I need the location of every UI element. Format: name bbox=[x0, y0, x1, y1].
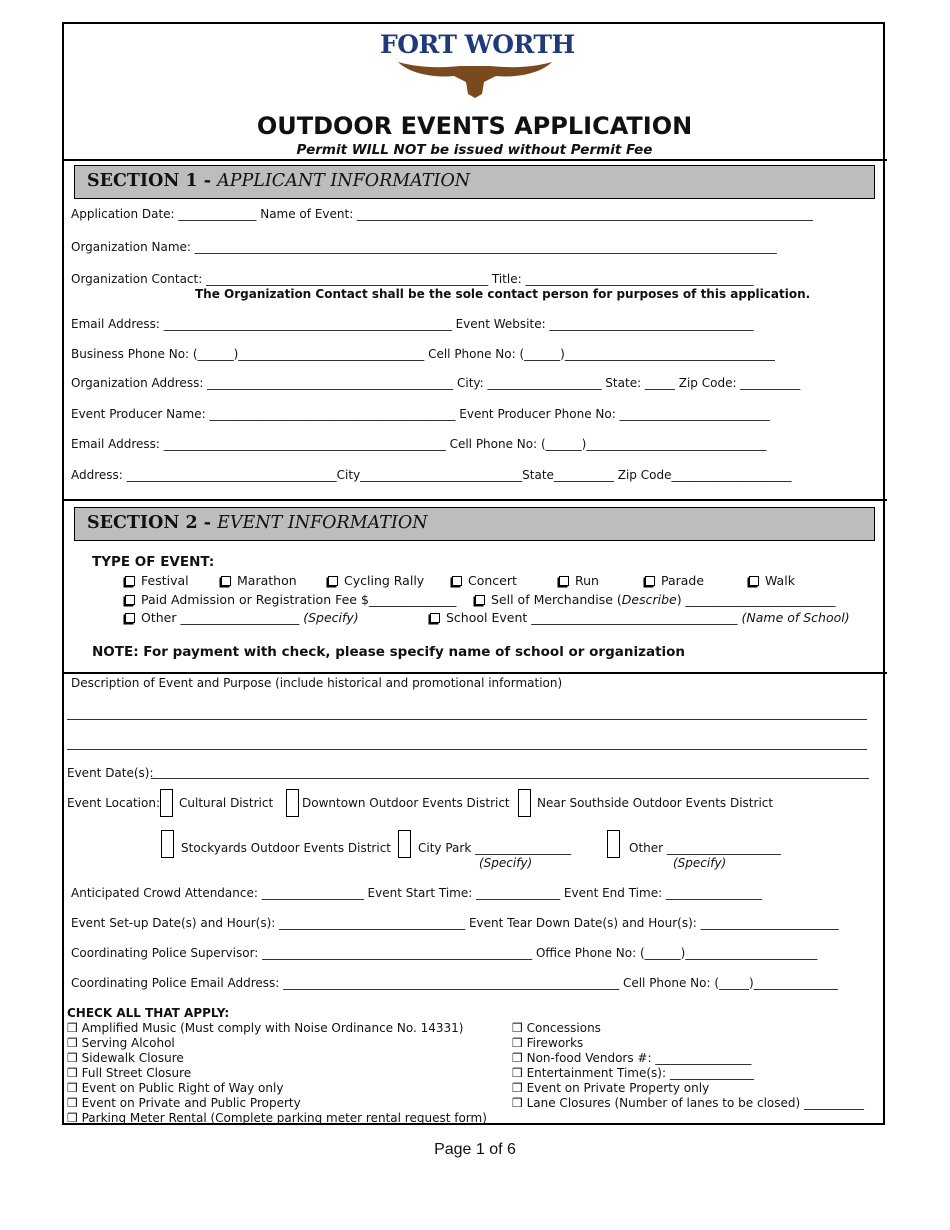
fort-worth-logo bbox=[380, 26, 575, 100]
section-2-header bbox=[74, 507, 875, 541]
logo-wordmark: FORT WORTH bbox=[380, 30, 575, 59]
type-parade[interactable]: Parade bbox=[645, 573, 704, 588]
location-near-southside-label: Near Southside Outdoor Events District bbox=[537, 796, 774, 810]
check-sidewalk-closure[interactable]: ❒ Sidewalk Closure bbox=[67, 1051, 184, 1065]
check-non-food-vendors[interactable]: ❒ Non-food Vendors #: ________________ bbox=[512, 1051, 752, 1065]
check-parking-meter-rental[interactable]: ❒ Parking Meter Rental (Complete parking meter rental request form) bbox=[67, 1111, 487, 1125]
location-other-checkbox[interactable] bbox=[607, 830, 620, 858]
checkbox-icon[interactable]: ❒ bbox=[67, 1051, 78, 1065]
location-other-label[interactable]: Other ___________________ bbox=[629, 841, 781, 855]
event-dates-label: Event Date(s): bbox=[67, 766, 154, 780]
checkbox-icon[interactable]: ❒ bbox=[67, 1111, 78, 1125]
checkbox-icon[interactable] bbox=[452, 576, 462, 586]
page-title: OUTDOOR EVENTS APPLICATION bbox=[256, 112, 693, 140]
checkbox-icon[interactable] bbox=[328, 576, 338, 586]
section-2-name: EVENT INFORMATION bbox=[217, 513, 428, 533]
check-concessions[interactable]: ❒ Concessions bbox=[512, 1021, 601, 1035]
check-private-property-only[interactable]: ❒ Event on Private Property only bbox=[512, 1081, 710, 1095]
location-city-park-checkbox[interactable] bbox=[398, 830, 411, 858]
page-number: Page 1 of 6 bbox=[434, 1141, 516, 1158]
section-2-prefix: SECTION 2 - bbox=[87, 513, 211, 533]
row-attendance-times[interactable]: Anticipated Crowd Attendance: _________________ Event Start Time: ______________ Event End Time: ________________ bbox=[71, 886, 762, 900]
location-downtown-checkbox[interactable] bbox=[286, 789, 299, 817]
checkbox-icon[interactable]: ❒ bbox=[67, 1021, 78, 1035]
checkbox-icon[interactable] bbox=[749, 576, 759, 586]
checkbox-icon[interactable]: ❒ bbox=[512, 1096, 523, 1110]
row-business-cell-phone[interactable]: Business Phone No: (______)_______________________________ Cell Phone No: (______)___________________________________ bbox=[71, 347, 775, 361]
section-2-divider bbox=[62, 672, 887, 674]
checkbox-icon[interactable]: ❒ bbox=[67, 1036, 78, 1050]
location-cultural-checkbox[interactable] bbox=[160, 789, 173, 817]
type-other[interactable]: Other ___________________ (Specify) bbox=[125, 610, 359, 625]
description-line-2[interactable] bbox=[67, 749, 867, 750]
check-serving-alcohol[interactable]: ❒ Serving Alcohol bbox=[67, 1036, 175, 1050]
checkbox-icon[interactable] bbox=[645, 576, 655, 586]
checkbox-icon[interactable] bbox=[475, 595, 485, 605]
checkbox-icon[interactable]: ❒ bbox=[67, 1081, 78, 1095]
checkbox-icon[interactable] bbox=[430, 613, 440, 623]
row-organization-contact-title[interactable]: Organization Contact: _______________________________________________ Title: ______________________________________ bbox=[71, 272, 754, 286]
row-email-website[interactable]: Email Address: ________________________________________________ Event Website: __________________________________ bbox=[71, 317, 754, 331]
checkbox-icon[interactable]: ❒ bbox=[512, 1081, 523, 1095]
checkbox-icon[interactable] bbox=[559, 576, 569, 586]
payment-note: NOTE: For payment with check, please specify name of school or organization bbox=[92, 644, 686, 660]
check-fireworks[interactable]: ❒ Fireworks bbox=[512, 1036, 584, 1050]
row-police-email[interactable]: Coordinating Police Email Address: ________________________________________________________ Cell Phone No: (_____)______________ bbox=[71, 976, 838, 990]
event-location-label: Event Location: bbox=[67, 796, 160, 810]
check-lane-closures[interactable]: ❒ Lane Closures (Number of lanes to be closed) __________ bbox=[512, 1096, 864, 1110]
type-marathon[interactable]: Marathon bbox=[221, 573, 297, 588]
type-of-event-heading: TYPE OF EVENT: bbox=[92, 554, 215, 570]
row-setup-teardown[interactable]: Event Set-up Date(s) and Hour(s): _______________________________ Event Tear Down Date(s) and Hour(s): _______________________ bbox=[71, 916, 839, 930]
type-concert[interactable]: Concert bbox=[452, 573, 517, 588]
check-private-public-property[interactable]: ❒ Event on Private and Public Property bbox=[67, 1096, 301, 1110]
permit-fee-notice: Permit WILL NOT be issued without Permit Fee bbox=[296, 142, 653, 158]
description-line-1[interactable] bbox=[67, 719, 867, 720]
location-stockyards-label: Stockyards Outdoor Events District bbox=[181, 841, 391, 855]
section-1-prefix: SECTION 1 - bbox=[87, 171, 211, 191]
type-festival[interactable]: Festival bbox=[125, 573, 189, 588]
check-public-right-of-way[interactable]: ❒ Event on Public Right of Way only bbox=[67, 1081, 284, 1095]
check-amplified-music[interactable]: ❒ Amplified Music (Must comply with Noise Ordinance No. 14331) bbox=[67, 1021, 464, 1035]
event-dates-line[interactable] bbox=[151, 778, 869, 779]
checkbox-icon[interactable] bbox=[221, 576, 231, 586]
location-cultural-label: Cultural District bbox=[179, 796, 274, 810]
location-downtown-label: Downtown Outdoor Events District bbox=[302, 796, 510, 810]
checkbox-icon[interactable] bbox=[125, 576, 135, 586]
other-location-specify: (Specify) bbox=[673, 856, 727, 870]
checkbox-icon[interactable]: ❒ bbox=[512, 1051, 523, 1065]
type-walk[interactable]: Walk bbox=[749, 573, 795, 588]
type-paid-admission[interactable]: Paid Admission or Registration Fee $______________ bbox=[125, 592, 456, 607]
check-full-street-closure[interactable]: ❒ Full Street Closure bbox=[67, 1066, 192, 1080]
type-run[interactable]: Run bbox=[559, 573, 599, 588]
section-1-divider bbox=[62, 499, 887, 501]
checkbox-icon[interactable] bbox=[125, 613, 135, 623]
check-entertainment-times[interactable]: ❒ Entertainment Time(s): ______________ bbox=[512, 1066, 754, 1080]
type-sell-merchandise[interactable]: Sell of Merchandise (Describe) ________________________ bbox=[475, 592, 836, 607]
type-school-event[interactable]: School Event _________________________________ (Name of School) bbox=[430, 610, 850, 625]
location-city-park-label[interactable]: City Park ________________ bbox=[418, 841, 572, 855]
description-label: Description of Event and Purpose (include historical and promotional information) bbox=[71, 676, 563, 690]
row-event-producer[interactable]: Event Producer Name: _________________________________________ Event Producer Phone No: _________________________ bbox=[71, 407, 770, 421]
contact-note: The Organization Contact shall be the sole contact person for purposes of this application. bbox=[195, 287, 811, 301]
checkbox-icon[interactable] bbox=[125, 595, 135, 605]
location-stockyards-checkbox[interactable] bbox=[161, 830, 174, 858]
row-application-date-event-name[interactable]: Application Date: _____________ Name of Event: ____________________________________________________________________________ bbox=[71, 207, 814, 221]
checkbox-icon[interactable]: ❒ bbox=[512, 1066, 523, 1080]
check-all-heading: CHECK ALL THAT APPLY: bbox=[67, 1006, 230, 1020]
row-producer-address[interactable]: Address: ___________________________________City___________________________State__________ Zip Code____________________ bbox=[71, 468, 792, 482]
checkbox-icon[interactable]: ❒ bbox=[67, 1096, 78, 1110]
location-near-southside-checkbox[interactable] bbox=[518, 789, 531, 817]
checkbox-icon[interactable]: ❒ bbox=[67, 1066, 78, 1080]
section-1-header bbox=[74, 165, 875, 199]
type-cycling-rally[interactable]: Cycling Rally bbox=[328, 573, 424, 588]
checkbox-icon[interactable]: ❒ bbox=[512, 1021, 523, 1035]
checkbox-icon[interactable]: ❒ bbox=[512, 1036, 523, 1050]
row-organization-name[interactable]: Organization Name: _________________________________________________________________________________________________ bbox=[71, 240, 777, 254]
city-park-specify: (Specify) bbox=[479, 856, 533, 870]
header-divider bbox=[62, 159, 887, 161]
longhorn-icon bbox=[380, 56, 570, 100]
row-organization-address[interactable]: Organization Address: _________________________________________ City: ___________________ State: _____ Zip Code: __________ bbox=[71, 376, 801, 390]
row-producer-email-cell[interactable]: Email Address: _______________________________________________ Cell Phone No: (______)______________________________ bbox=[71, 437, 767, 451]
row-police-supervisor[interactable]: Coordinating Police Supervisor: _____________________________________________ Office Phone No: (______)______________________ bbox=[71, 946, 818, 960]
section-1-name: APPLICANT INFORMATION bbox=[217, 171, 471, 191]
